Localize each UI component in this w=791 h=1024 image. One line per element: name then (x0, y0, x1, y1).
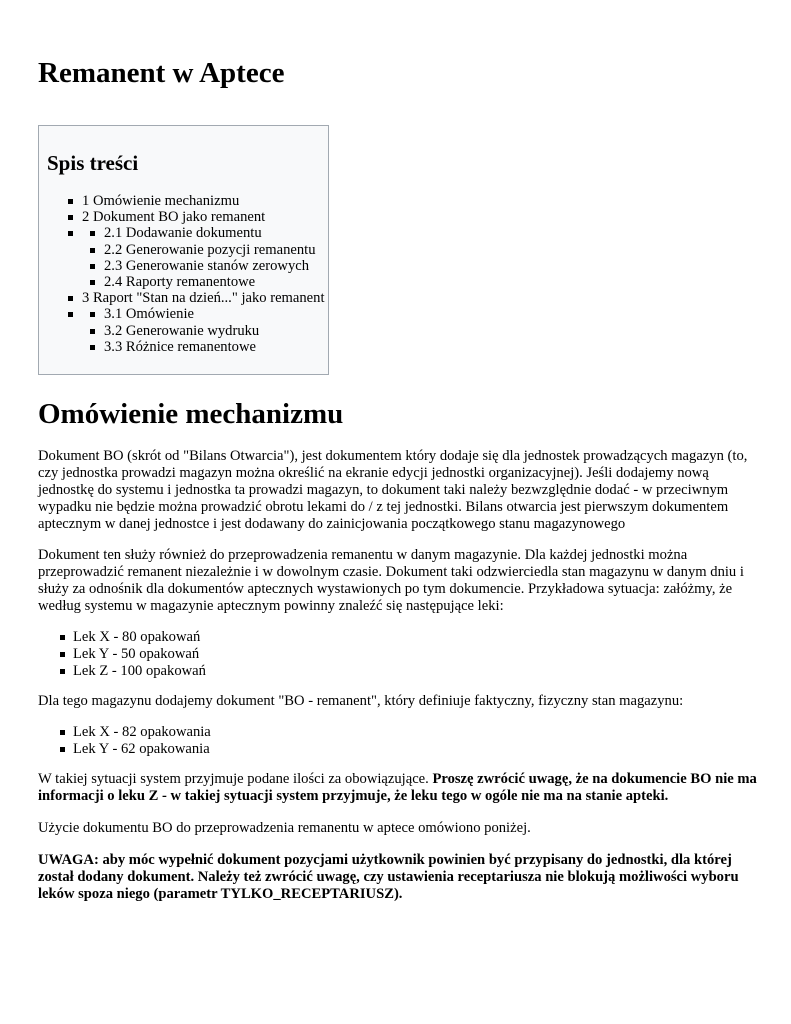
toc-link[interactable]: 3 Raport "Stan na dzień..." jako remanent (82, 290, 325, 307)
toc-sublist-wrapper (68, 225, 325, 290)
text-normal: W takiej sytuacji system przyjmuje podane ilości za obowiązujące. (38, 771, 433, 787)
toc-link[interactable]: 3.1 Omówienie (104, 306, 194, 323)
paragraph: Użycie dokumentu BO do przeprowadzenia remanentu w aptece omówiono poniżej. (38, 820, 531, 836)
toc-sublist-wrapper (68, 306, 325, 355)
list-item: Lek X - 80 opakowań (38, 629, 758, 646)
toc-link[interactable]: 2 Dokument BO jako remanent (82, 209, 266, 226)
toc-sublist (68, 225, 325, 290)
toc-sublist (68, 306, 325, 355)
list-item: Lek Z - 100 opakowań (38, 663, 758, 680)
toc-link[interactable]: 2.3 Generowanie stanów zerowych (104, 257, 310, 274)
toc-item-2-4[interactable] (90, 274, 325, 290)
toc-item-2[interactable] (68, 209, 325, 225)
paragraph (38, 771, 758, 805)
stock-list-system (38, 629, 758, 680)
section-heading: Omówienie mechanizmu (38, 398, 344, 430)
stock-list-physical (38, 724, 758, 758)
paragraph: Dokument ten służy również do przeprowadzenia remanentu w danym magazynie. Dla każdej jednostki można przeprowadzić remanent niezależnie i w dowolnym czasie. Dokument taki odzwierciedla stan magazynu w danym dniu i służy za odnośnik dla dokumentów aptecznych wystawionych po tym dokumencie. Przykładowa sytuacja: załóżmy, że według systemu w magazynie aptecznym powinny znaleźć się następujące leki: (38, 547, 744, 614)
toc-link[interactable]: 3.3 Różnice remanentowe (104, 338, 256, 355)
toc-list (68, 193, 325, 355)
toc-item-1[interactable] (68, 193, 325, 209)
warning-paragraph: UWAGA: aby móc wypełnić dokument pozycjami użytkownik powinien być przypisany do jednostki, dla której został dodany dokument. Należy też zwrócić uwagę, czy ustawienia receptariusza nie blokują możliwości wyboru leków spoza niego (parametr TYLKO_RECEPTARIUSZ). (38, 852, 739, 902)
toc-item-2-2[interactable] (90, 242, 325, 258)
list-item: Lek Y - 62 opakowania (38, 741, 758, 758)
toc-item-3[interactable] (68, 290, 325, 306)
paragraph: Dokument BO (skrót od "Bilans Otwarcia"), jest dokumentem który dodaje się dla jednostek prowadzących magazyn (to, czy jednostka prowadzi magazyn można określić na ekranie edycji jednostki organizacyjnej). Jeśli dodajemy nową jednostkę do systemu i jednostka ta prowadzi magazyn, to dokument taki należy bezwzględnie dodać - w przeciwnym wypadku nie będzie można prowadzić obrotu lekami do / z tej jednostki. Bilans otwarcia jest pierwszym dokumentem aptecznym w danej jednostce i jest dodawany do zainicjowania początkowego stanu magazynowego (38, 448, 748, 532)
toc-heading: Spis treści (47, 151, 139, 175)
toc-item-3-3[interactable] (90, 339, 325, 355)
toc-link[interactable]: 2.2 Generowanie pozycji remanentu (104, 241, 316, 258)
toc-link[interactable]: 1 Omówienie mechanizmu (82, 193, 240, 209)
list-item: Lek X - 82 opakowania (38, 724, 758, 741)
list-item: Lek Y - 50 opakowań (38, 646, 758, 663)
toc-link[interactable]: 3.2 Generowanie wydruku (104, 322, 260, 339)
toc-link[interactable]: 2.1 Dodawanie dokumentu (104, 225, 262, 242)
toc-item-3-1[interactable] (90, 306, 325, 322)
page-title: Remanent w Aptece (38, 57, 285, 89)
toc-item-3-2[interactable] (90, 323, 325, 339)
toc-link[interactable]: 2.4 Raporty remanentowe (104, 274, 256, 291)
toc-item-2-3[interactable] (90, 258, 325, 274)
table-of-contents (38, 125, 329, 375)
paragraph: Dla tego magazynu dodajemy dokument "BO - remanent", który definiuje faktyczny, fizyczny stan magazynu: (38, 693, 684, 709)
toc-item-2-1[interactable] (90, 225, 325, 241)
text-bold: Proszę zwrócić uwagę, że na dokumencie BO nie ma informacji o leku Z - w takiej sytuacji system przyjmuje, że leku tego w ogóle nie ma na stanie apteki. (38, 771, 757, 804)
